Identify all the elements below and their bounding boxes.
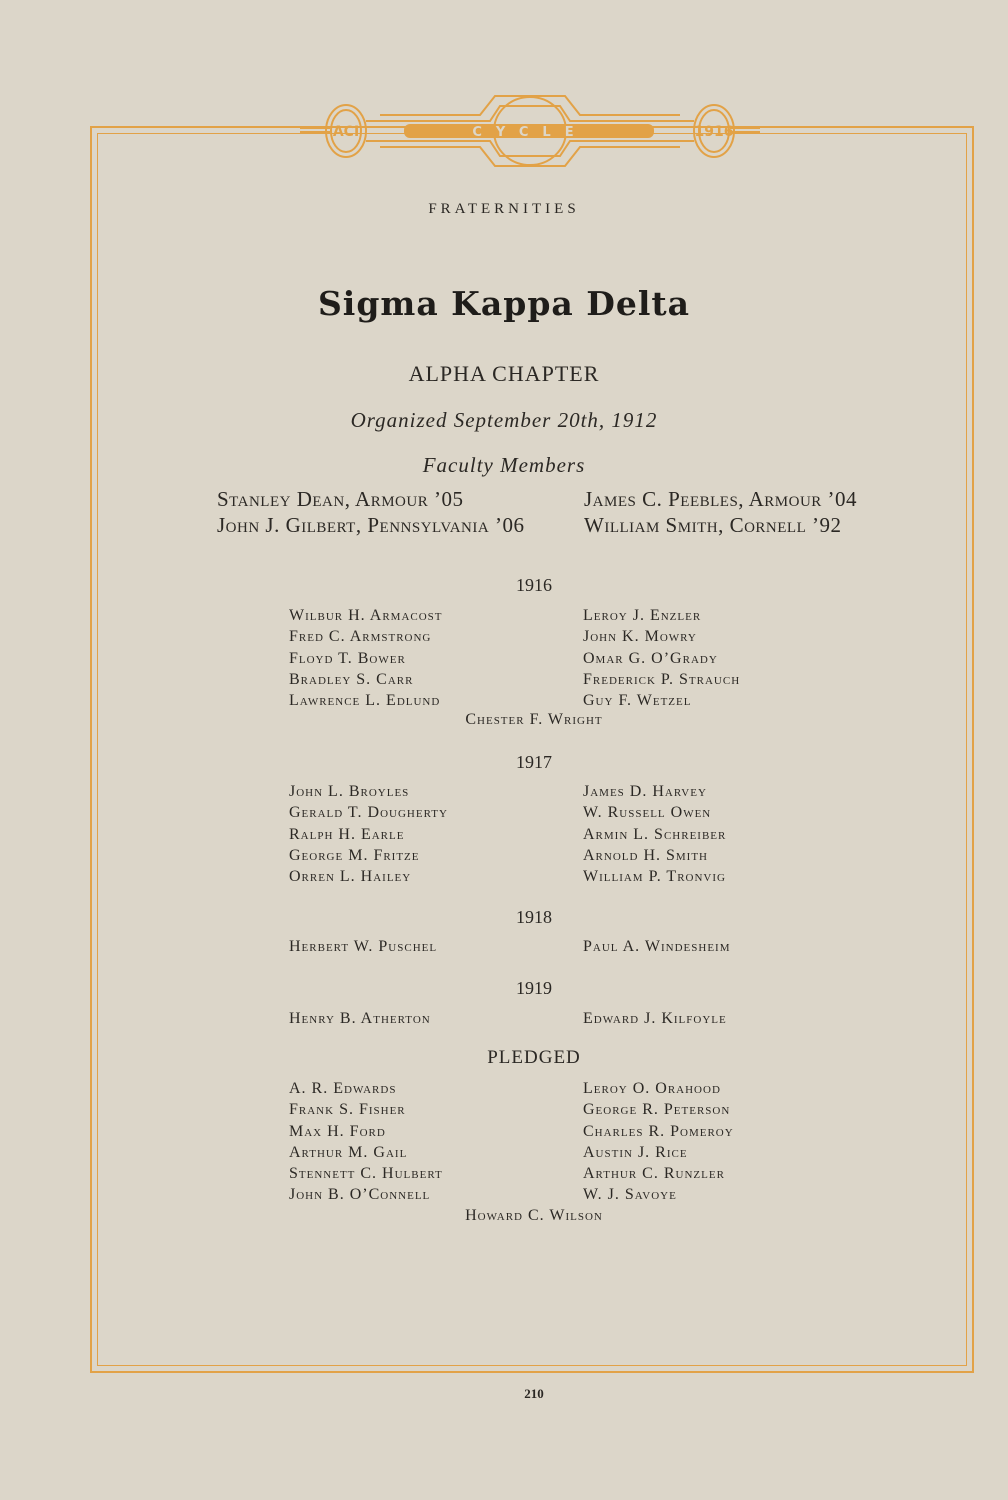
- member-name: Frederick P. Strauch: [583, 670, 741, 688]
- faculty-member: John J. Gilbert, Pennsylvania ’06: [217, 513, 525, 537]
- member-name: Herbert W. Puschel: [289, 938, 438, 955]
- member-list-left: [289, 781, 448, 887]
- member-name: Arthur M. Gail: [289, 1143, 408, 1161]
- pledged-heading: PLEDGED: [487, 1047, 581, 1068]
- member-name-centered: Howard C. Wilson: [465, 1207, 603, 1224]
- member-name: William P. Tronvig: [583, 868, 726, 886]
- class-year-heading: 1916: [516, 575, 552, 595]
- member-list-left: [289, 1008, 431, 1029]
- member-name: W. J. Savoye: [583, 1186, 677, 1204]
- page-number: 210: [524, 1386, 544, 1401]
- member-name: Frank S. Fisher: [289, 1101, 406, 1119]
- member-name: Guy F. Wetzel: [583, 692, 692, 710]
- member-name: W. Russell Owen: [583, 804, 712, 822]
- member-name: Floyd T. Bower: [289, 649, 406, 667]
- member-name: A. R. Edwards: [289, 1080, 397, 1097]
- member-name: Armin L. Schreiber: [583, 825, 727, 843]
- member-name: Austin J. Rice: [583, 1143, 688, 1161]
- faculty-member: Stanley Dean, Armour ’05: [217, 487, 464, 511]
- member-name: Arthur C. Runzler: [583, 1165, 725, 1183]
- member-list-left: [289, 605, 443, 711]
- member-name: Wilbur H. Armacost: [289, 607, 443, 624]
- member-name: Paul A. Windesheim: [583, 938, 731, 955]
- member-name: Orren L. Hailey: [289, 868, 412, 886]
- member-list-left: [289, 936, 437, 957]
- svg-text:CYCLE: CYCLE: [472, 125, 588, 140]
- member-name: Stennett C. Hulbert: [289, 1165, 443, 1183]
- member-list-right: [583, 1078, 734, 1206]
- member-name: John K. Mowry: [583, 628, 697, 646]
- member-list-left: [289, 1078, 443, 1206]
- chapter-name: ALPHA CHAPTER: [408, 361, 600, 386]
- cycle-1916-emblem: [300, 84, 760, 184]
- member-name: James D. Harvey: [583, 783, 707, 800]
- member-list-right: [583, 1008, 727, 1029]
- member-name: George R. Peterson: [583, 1101, 731, 1119]
- member-name: John L. Broyles: [289, 783, 410, 800]
- fraternity-title: Sigma Kappa Delta: [317, 284, 691, 323]
- svg-text:ACI: ACI: [332, 124, 360, 140]
- member-name: John B. O’Connell: [289, 1186, 431, 1204]
- faculty-heading: Faculty Members: [422, 453, 586, 477]
- faculty-member: William Smith, Cornell ’92: [584, 513, 842, 537]
- member-list-right: [583, 936, 730, 957]
- member-name: Charles R. Pomeroy: [583, 1122, 734, 1140]
- member-name: Max H. Ford: [289, 1122, 386, 1140]
- class-year-heading: 1919: [516, 978, 552, 998]
- member-name: Bradley S. Carr: [289, 670, 414, 688]
- member-name-centered: Chester F. Wright: [465, 711, 603, 728]
- member-name: Fred C. Armstrong: [289, 628, 432, 646]
- member-name: Leroy J. Enzler: [583, 607, 702, 624]
- member-name: Henry B. Atherton: [289, 1010, 431, 1027]
- organized-date: Organized September 20th, 1912: [350, 408, 658, 432]
- member-name: Lawrence L. Edlund: [289, 692, 441, 710]
- member-name: Edward J. Kilfoyle: [583, 1010, 727, 1027]
- class-year-heading: 1918: [516, 907, 552, 927]
- emblem-text: [760, 84, 761, 85]
- section-heading: FRATERNITIES: [428, 201, 580, 217]
- member-name: Leroy O. Orahood: [583, 1080, 721, 1097]
- emblem-graphic: [300, 84, 760, 184]
- member-name: George M. Fritze: [289, 846, 420, 864]
- member-name: Arnold H. Smith: [583, 846, 709, 864]
- faculty-member: James C. Peebles, Armour ’04: [584, 487, 858, 511]
- class-year-heading: 1917: [516, 752, 552, 772]
- member-list-right: [583, 605, 740, 711]
- svg-text:1916: 1916: [694, 124, 734, 140]
- member-name: Gerald T. Dougherty: [289, 804, 448, 822]
- member-name: Omar G. O’Grady: [583, 649, 718, 667]
- member-name: Ralph H. Earle: [289, 825, 405, 843]
- member-list-right: [583, 781, 726, 887]
